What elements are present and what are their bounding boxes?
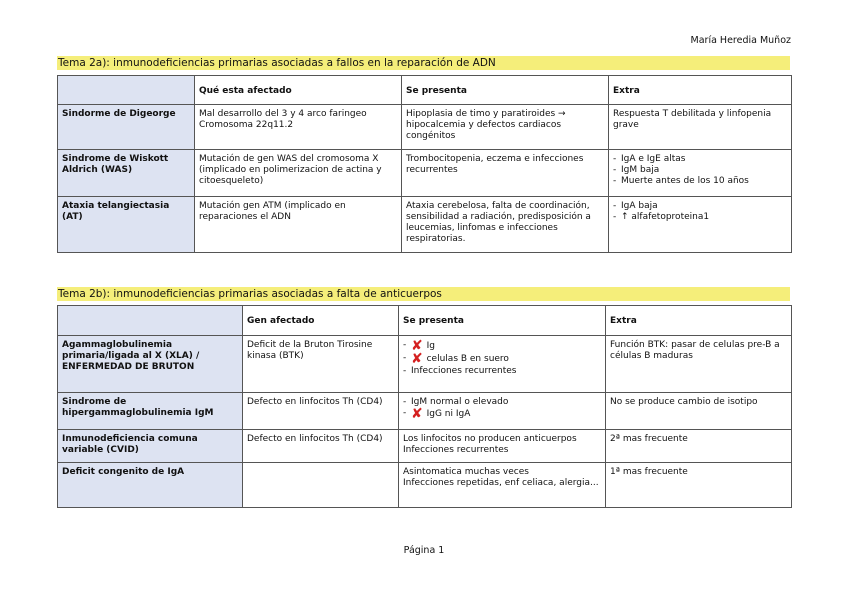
extra-cell: 2ª mas frecuente bbox=[606, 430, 792, 463]
table-header-row bbox=[58, 76, 792, 105]
red-cross-icon: ✘ bbox=[411, 406, 423, 422]
header-corner-cell bbox=[58, 306, 243, 336]
list-item bbox=[403, 397, 601, 408]
presents-cell bbox=[399, 463, 606, 508]
section-b-title: Tema 2b): inmunodeficiencias primarias asociadas a falta de anticuerpos bbox=[57, 287, 790, 301]
table-dna-repair bbox=[57, 75, 792, 253]
list-item-text: celulas B en suero bbox=[426, 354, 509, 364]
table-row bbox=[58, 197, 792, 253]
presents-line: Infecciones repetidas, enf celiaca, alergia... bbox=[403, 478, 599, 488]
extra-list bbox=[613, 201, 787, 223]
table-row bbox=[58, 336, 792, 393]
column-header: Se presenta bbox=[399, 306, 606, 336]
presents-cell: Hipoplasia de timo y paratiroides → hipocalcemia y defectos cardiacos congénitos bbox=[402, 105, 609, 150]
extra-cell: Función BTK: pasar de celulas pre-B a células B maduras bbox=[606, 336, 792, 393]
list-item bbox=[403, 366, 601, 377]
section-a-title: Tema 2a): inmunodeficiencias primarias asociadas a fallos en la reparación de ADN bbox=[57, 56, 790, 70]
table-row bbox=[58, 105, 792, 150]
affected-cell: Deficit de la Bruton Tirosine kinasa (BTK) bbox=[243, 336, 399, 393]
extra-cell: No se produce cambio de isotipo bbox=[606, 393, 792, 430]
list-item-text: Infecciones recurrentes bbox=[411, 366, 517, 376]
row-header-hyper-igm: Sindrome de hipergammaglobulinemia IgM bbox=[58, 393, 243, 430]
list-item bbox=[403, 408, 601, 421]
presents-cell bbox=[399, 430, 606, 463]
list-item-text: IgM normal o elevado bbox=[411, 397, 509, 407]
header-corner-cell bbox=[58, 76, 195, 105]
list-item: - IgM baja bbox=[613, 165, 787, 176]
column-header: Extra bbox=[609, 76, 792, 105]
author-name: María Heredia Muñoz bbox=[690, 35, 791, 46]
row-header-was: Sindrome de Wiskott Aldrich (WAS) bbox=[58, 150, 195, 197]
extra-cell: Respuesta T debilitada y linfopenia grave bbox=[609, 105, 792, 150]
row-header-cvid: Inmunodeficiencia comuna variable (CVID) bbox=[58, 430, 243, 463]
row-header-iga-deficit: Deficit congenito de IgA bbox=[58, 463, 243, 508]
list-item: - IgA e IgE altas bbox=[613, 154, 787, 165]
table-antibody-deficiency bbox=[57, 305, 792, 508]
list-item: - IgA baja bbox=[613, 201, 787, 212]
list-item: - Muerte antes de los 10 años bbox=[613, 176, 787, 187]
presents-line: Infecciones recurrentes bbox=[403, 445, 509, 455]
page-number: Página 1 bbox=[403, 545, 445, 556]
presents-line: Asintomatica muchas veces bbox=[403, 467, 529, 477]
presents-list bbox=[403, 397, 601, 421]
affected-cell: Mal desarrollo del 3 y 4 arco faringeo Cromosoma 22q11.2 bbox=[195, 105, 402, 150]
presents-line: Los linfocitos no producen anticuerpos bbox=[403, 434, 577, 444]
extra-list bbox=[613, 154, 787, 187]
list-item-text: IgG ni IgA bbox=[426, 409, 471, 419]
extra-cell bbox=[609, 150, 792, 197]
presents-cell bbox=[399, 336, 606, 393]
table-row bbox=[58, 430, 792, 463]
red-cross-icon: ✘ bbox=[411, 338, 423, 354]
list-item bbox=[403, 353, 601, 366]
presents-cell: Ataxia cerebelosa, falta de coordinación, sensibilidad a radiación, predisposición a leucemias, linfomas e infecciones respiratorias. bbox=[402, 197, 609, 253]
presents-cell bbox=[399, 393, 606, 430]
row-header-xla: Agammaglobulinemia primaria/ligada al X (XLA) / ENFERMEDAD DE BRUTON bbox=[58, 336, 243, 393]
list-item: - ↑ alfafetoproteina1 bbox=[613, 212, 787, 223]
list-item bbox=[403, 340, 601, 353]
column-header: Qué esta afectado bbox=[195, 76, 402, 105]
row-header-at: Ataxia telangiectasia (AT) bbox=[58, 197, 195, 253]
extra-cell bbox=[609, 197, 792, 253]
column-header: Gen afectado bbox=[243, 306, 399, 336]
extra-cell: 1ª mas frecuente bbox=[606, 463, 792, 508]
table-row bbox=[58, 150, 792, 197]
presents-cell: Trombocitopenia, eczema e infecciones recurrentes bbox=[402, 150, 609, 197]
table-header-row bbox=[58, 306, 792, 336]
row-header-digeorge: Sindorme de Digeorge bbox=[58, 105, 195, 150]
table-row bbox=[58, 463, 792, 508]
column-header: Extra bbox=[606, 306, 792, 336]
affected-cell: Mutación gen ATM (implicado en reparaciones el ADN bbox=[195, 197, 402, 253]
affected-cell bbox=[243, 463, 399, 508]
column-header: Se presenta bbox=[402, 76, 609, 105]
affected-cell: Defecto en linfocitos Th (CD4) bbox=[243, 393, 399, 430]
red-cross-icon: ✘ bbox=[411, 351, 423, 367]
affected-cell: Mutación de gen WAS del cromosoma X (implicado en polimerizacion de actina y citoesqueleto) bbox=[195, 150, 402, 197]
list-item-text: Ig bbox=[426, 341, 435, 351]
presents-list bbox=[403, 340, 601, 377]
affected-cell: Defecto en linfocitos Th (CD4) bbox=[243, 430, 399, 463]
table-row bbox=[58, 393, 792, 430]
